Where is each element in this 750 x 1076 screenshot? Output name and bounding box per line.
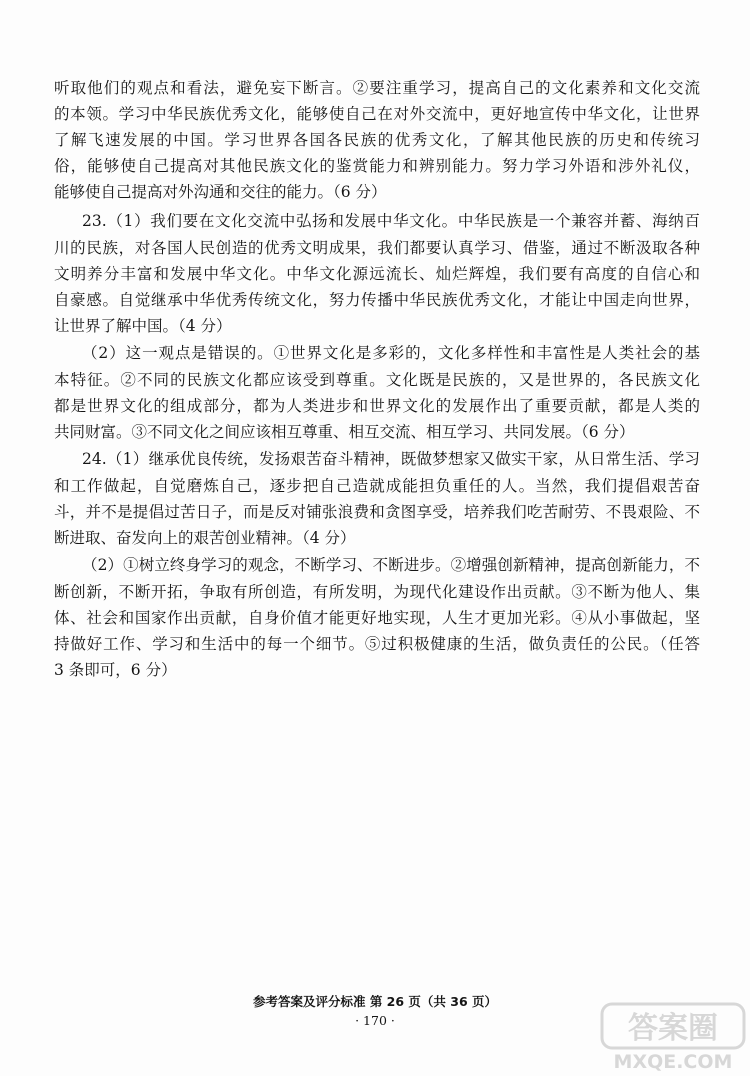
text-line: 能够使自己提高对外沟通和交往的能力。（6 分）	[54, 183, 387, 201]
text-line: （2）①树立终身学习的观念，不断学习、不断进步。②增强创新精神，提高创新能力，不	[82, 556, 700, 574]
text-line: （2）这一观点是错误的。①世界文化是多彩的，文化多样性和丰富性是人类社会的基	[82, 344, 700, 362]
text-line: 23.（1）我们要在文化交流中弘扬和发展中华文化。中华民族是一个兼容并蓄、海纳百	[82, 212, 700, 230]
page-number: · 170 ·	[355, 1013, 395, 1028]
text-line: 断进取、奋发向上的艰苦创业精神。（4 分）	[54, 529, 356, 547]
footer-title: 参考答案及评分标准 第 26 页（共 36 页）	[252, 994, 498, 1009]
text-line: 自豪感。自觉继承中华优秀传统文化，努力传播中华民族优秀文化，才能让中国走向世界，	[54, 291, 700, 309]
text-line: 川的民族，对各国人民创造的优秀文明成果，我们都要认真学习、借鉴，通过不断汲取各种	[54, 239, 700, 257]
text-line: 听取他们的观点和看法，避免妄下断言。②要注重学习，提高自己的文化素养和文化交流	[54, 79, 700, 97]
watermark-url: MXQE.COM	[613, 1051, 733, 1072]
text-line: 24.（1）继承优良传统，发扬艰苦奋斗精神，既做梦想家又做实干家，从日常生活、学习	[82, 450, 700, 468]
text-line: 斗，并不是提倡过苦日子，而是反对铺张浪费和贪图享受，培养我们吃苦耐劳、不畏艰险、不	[54, 503, 700, 521]
text-line: 了解飞速发展的中国。学习世界各国各民族的优秀文化，了解其他民族的历史和传统习	[54, 131, 700, 149]
text-line: 本特征。②不同的民族文化都应该受到尊重。文化既是民族的，又是世界的，各民族文化	[54, 371, 700, 389]
text-line: 的本领。学习中华民族优秀文化，能够使自己在对外交流中，更好地宣传中华文化，让世界	[54, 105, 700, 123]
watermark-logo	[600, 1000, 746, 1072]
text-line: 体、社会和国家作出贡献，自身价值才能更好地实现，人生才更加光彩。④从小事做起，坚	[54, 609, 700, 627]
text-line: 3 条即可，6 分）	[54, 661, 177, 679]
text-line: 俗，能够使自己提高对其他民族文化的鉴赏能力和辨别能力。努力学习外语和涉外礼仪，	[54, 157, 700, 175]
text-line: 都是世界文化的组成部分，都为人类进步和世界文化的发展作出了重要贡献，都是人类的	[54, 397, 700, 415]
text-line: 持做好工作、学习和生活中的每一个细节。⑤过积极健康的生活，做负责任的公民。（任答	[54, 635, 700, 653]
text-line: 断创新，不断开拓，争取有所创造，有所发明，为现代化建设作出贡献。③不断为他人、集	[54, 583, 700, 601]
watermark-text: 答案圈	[628, 1011, 718, 1046]
text-line: 共同财富。③不同文化之间应该相互尊重、相互交流、相互学习、共同发展。（6 分）	[54, 423, 635, 441]
text-line: 文明养分丰富和发展中华文化。中华文化源远流长、灿烂辉煌，我们要有高度的自信心和	[54, 265, 700, 283]
text-line: 和工作做起，自觉磨炼自己，逐步把自己造就成能担负重任的人。当然，我们提倡艰苦奋	[54, 477, 700, 495]
text-line: 让世界了解中国。（4 分）	[54, 317, 232, 335]
